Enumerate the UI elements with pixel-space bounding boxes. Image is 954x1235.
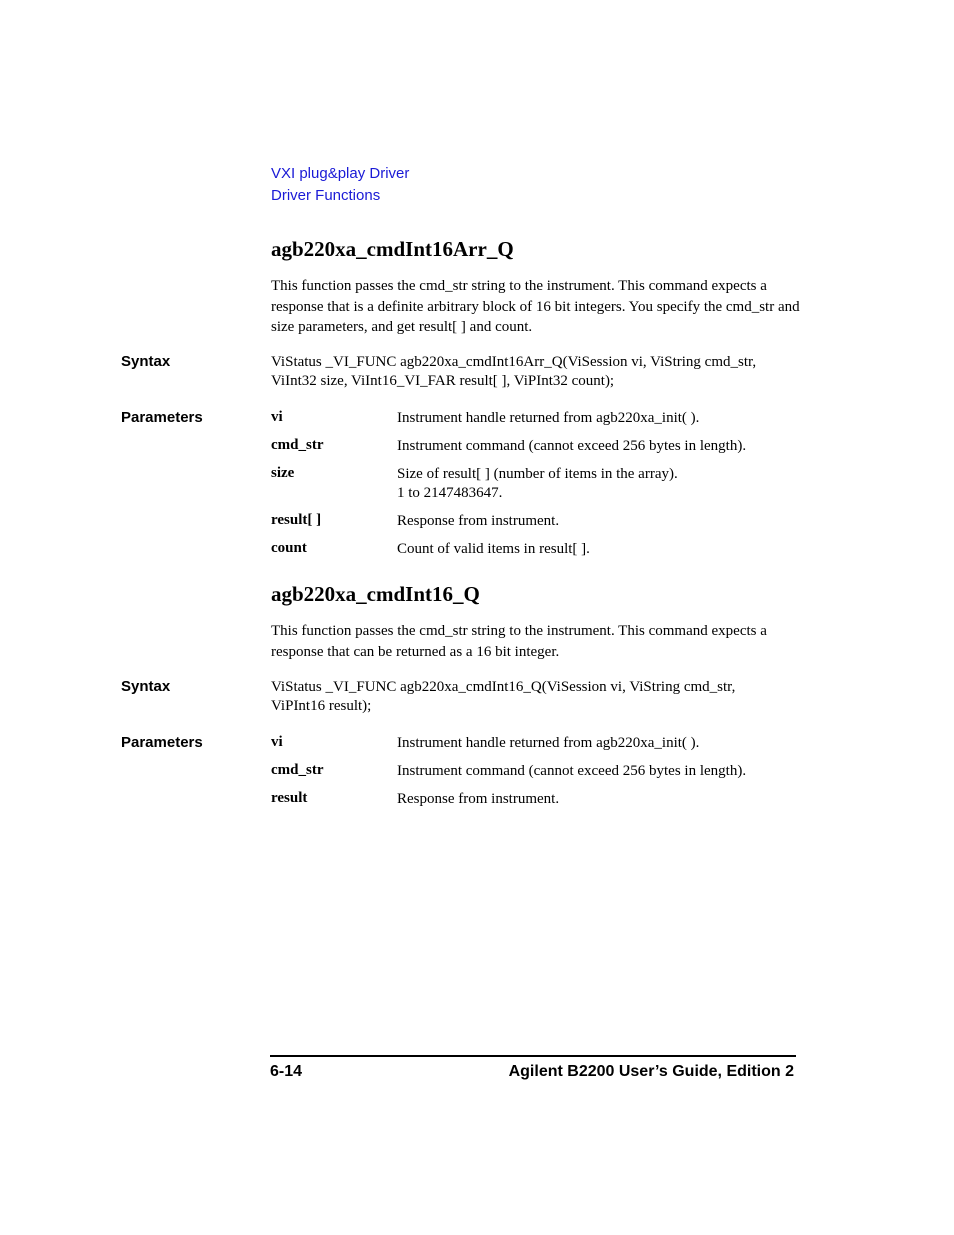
param-description: Response from instrument. (397, 791, 560, 807)
param-name: vi (271, 734, 283, 750)
breadcrumb-vxi-driver[interactable]: VXI plug&play Driver (271, 165, 410, 182)
param-description-line: Size of result[ ] (number of items in the array). (397, 466, 678, 482)
syntax-line: ViPInt16 result); (271, 698, 372, 714)
param-range: 1 to 2147483647. (397, 485, 503, 501)
param-description: Instrument command (cannot exceed 256 bytes in length). (397, 763, 747, 779)
section-title-cmdint16: agb220xa_cmdInt16_Q (271, 582, 480, 606)
param-name: cmd_str (271, 437, 324, 453)
param-name: result[ ] (271, 512, 322, 528)
breadcrumb-driver-functions[interactable]: Driver Functions (271, 187, 381, 204)
syntax-text (271, 678, 801, 716)
parameters-label: Parameters (121, 734, 203, 751)
param-name: size (271, 465, 295, 481)
param-description (397, 465, 797, 503)
section-description: This function passes the cmd_str string to the instrument. This command expects a response that can be returned as a 16 bit integer. (271, 623, 767, 660)
footer-rule (270, 1055, 796, 1057)
section-description: This function passes the cmd_str string to the instrument. This command expects a response that is a definite arbitrary block of 16 bit integers. You specify the cmd_str and size parameters, and get result[ ] and count. (271, 278, 800, 335)
param-description: Instrument handle returned from agb220xa_init( ). (397, 410, 700, 426)
syntax-line: ViInt32 size, ViInt16_VI_FAR result[ ], ViPInt32 count); (271, 373, 615, 389)
param-name: result (271, 790, 308, 806)
param-description: Instrument handle returned from agb220xa_init( ). (397, 735, 700, 751)
param-description: Response from instrument. (397, 513, 560, 529)
syntax-line: ViStatus _VI_FUNC agb220xa_cmdInt16_Q(ViSession vi, ViString cmd_str, (271, 679, 736, 695)
param-description: Count of valid items in result[ ]. (397, 541, 590, 557)
syntax-text (271, 353, 801, 391)
guide-title: Agilent B2200 User’s Guide, Edition 2 (508, 1063, 794, 1080)
syntax-label: Syntax (121, 353, 171, 370)
section-title-cmdint16arr: agb220xa_cmdInt16Arr_Q (271, 237, 514, 261)
param-name: count (271, 540, 307, 556)
syntax-label: Syntax (121, 678, 171, 695)
param-name: cmd_str (271, 762, 324, 778)
parameters-label: Parameters (121, 409, 203, 426)
param-description: Instrument command (cannot exceed 256 bytes in length). (397, 438, 747, 454)
syntax-line: ViStatus _VI_FUNC agb220xa_cmdInt16Arr_Q(ViSession vi, ViString cmd_str, (271, 354, 757, 370)
page-number: 6-14 (270, 1063, 303, 1080)
param-name: vi (271, 409, 283, 425)
